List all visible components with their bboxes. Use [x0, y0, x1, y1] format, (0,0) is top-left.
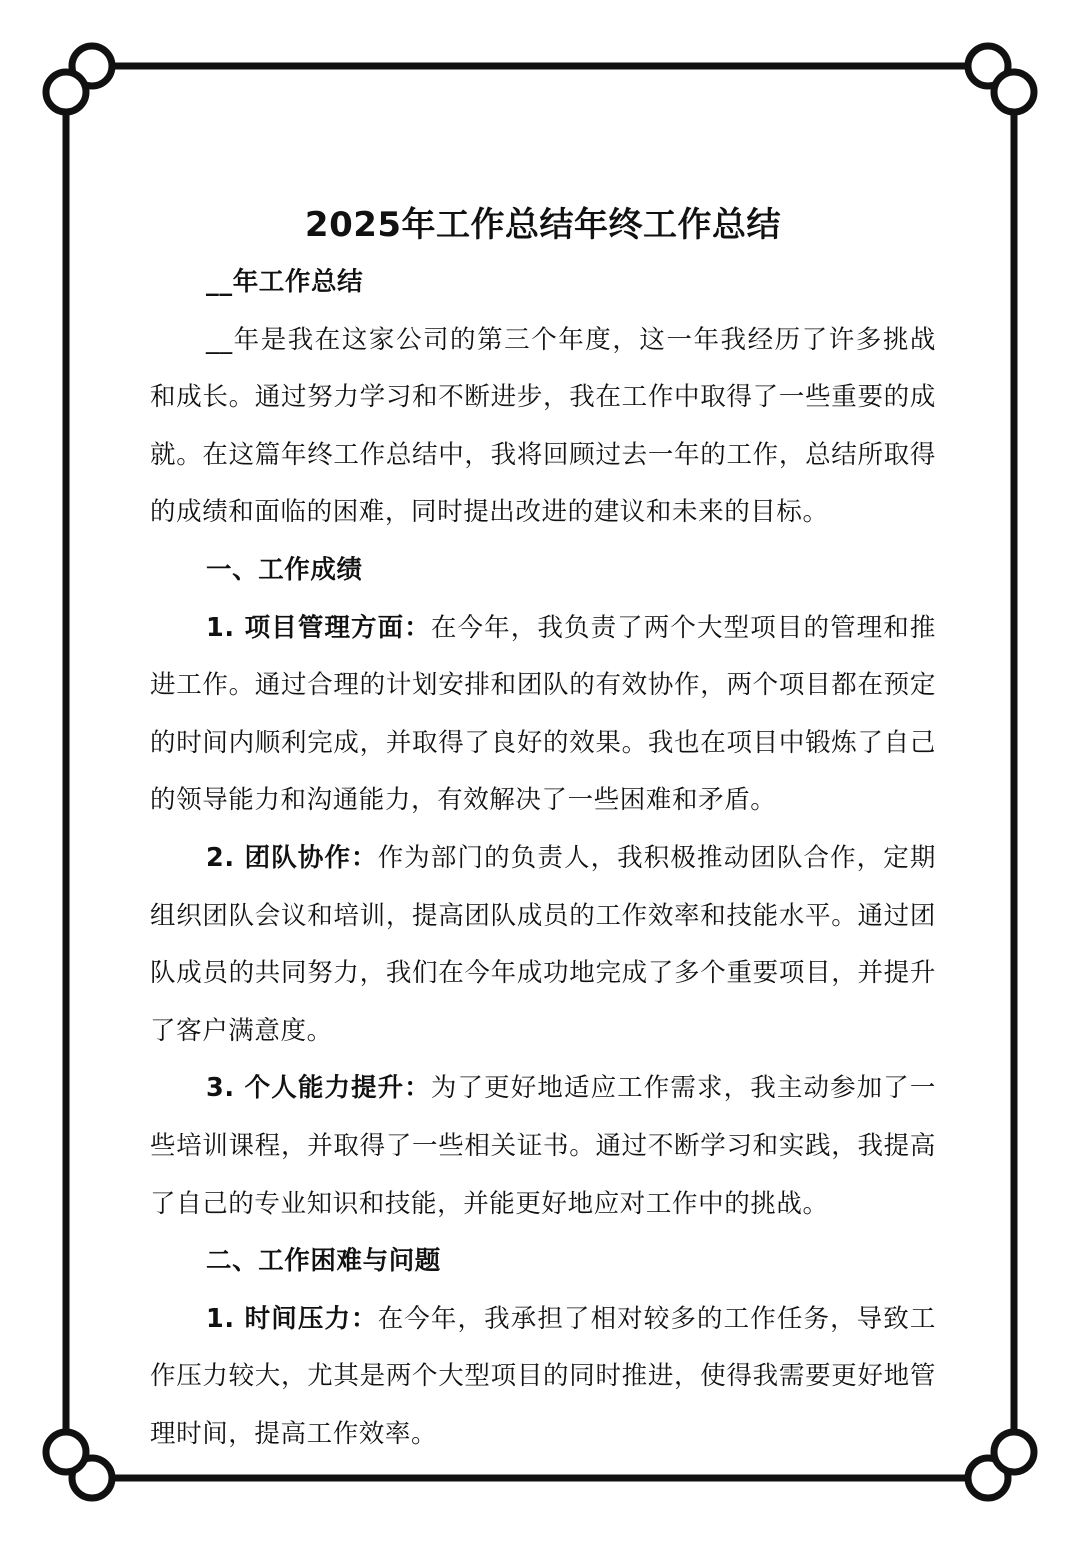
item-text: 作为部门的负责人，我积极推动团队合作，定期组织团队会议和培训，提高团队成员的工作效率和技能水平。通过团队成员的共同努力，我们在今年成功地完成了多个重要项目，并提升了客户满意度。	[150, 842, 937, 1046]
section-heading-achievements: 一、工作成绩	[206, 554, 363, 585]
item-lead: 1. 项目管理方面：	[206, 612, 431, 643]
item-lead: 1. 时间压力：	[206, 1303, 378, 1334]
list-item	[150, 1060, 936, 1233]
list-item	[150, 600, 936, 830]
document-body	[150, 196, 936, 1463]
corner-ornament-icon	[46, 46, 112, 112]
list-item	[150, 1291, 936, 1464]
item-text: 在今年，我负责了两个大型项目的管理和推进工作。通过合理的计划安排和团队的有效协作，两个项目都在预定的时间内顺利完成，并取得了良好的效果。我也在项目中锻炼了自己的领导能力和沟通能力，有效解决了一些困难和矛盾。	[150, 612, 937, 816]
item-text: 在今年，我承担了相对较多的工作任务，导致工作压力较大，尤其是两个大型项目的同时推进，使得我需要更好地管理时间，提高工作效率。	[150, 1303, 937, 1449]
document-subtitle: __年工作总结	[206, 267, 364, 297]
item-lead: 3. 个人能力提升：	[206, 1073, 431, 1104]
list-item	[150, 830, 936, 1060]
intro-paragraph: __年是我在这家公司的第三个年度，这一年我经历了许多挑战和成长。通过努力学习和不断进步，我在工作中取得了一些重要的成就。在这篇年终工作总结中，我将回顾过去一年的工作，总结所取得的成绩和面临的困难，同时提出改进的建议和未来的目标。	[150, 324, 936, 528]
corner-ornament-icon	[46, 1432, 112, 1498]
section-heading-difficulties: 二、工作困难与问题	[206, 1246, 441, 1277]
corner-ornament-icon	[968, 46, 1034, 112]
item-lead: 2. 团队协作：	[206, 842, 378, 873]
document-title: 2025年工作总结年终工作总结	[304, 205, 782, 245]
item-text: 为了更好地适应工作需求，我主动参加了一些培训课程，并取得了一些相关证书。通过不断学习和实践，我提高了自己的专业知识和技能，并能更好地应对工作中的挑战。	[150, 1073, 937, 1219]
corner-ornament-icon	[968, 1432, 1034, 1498]
